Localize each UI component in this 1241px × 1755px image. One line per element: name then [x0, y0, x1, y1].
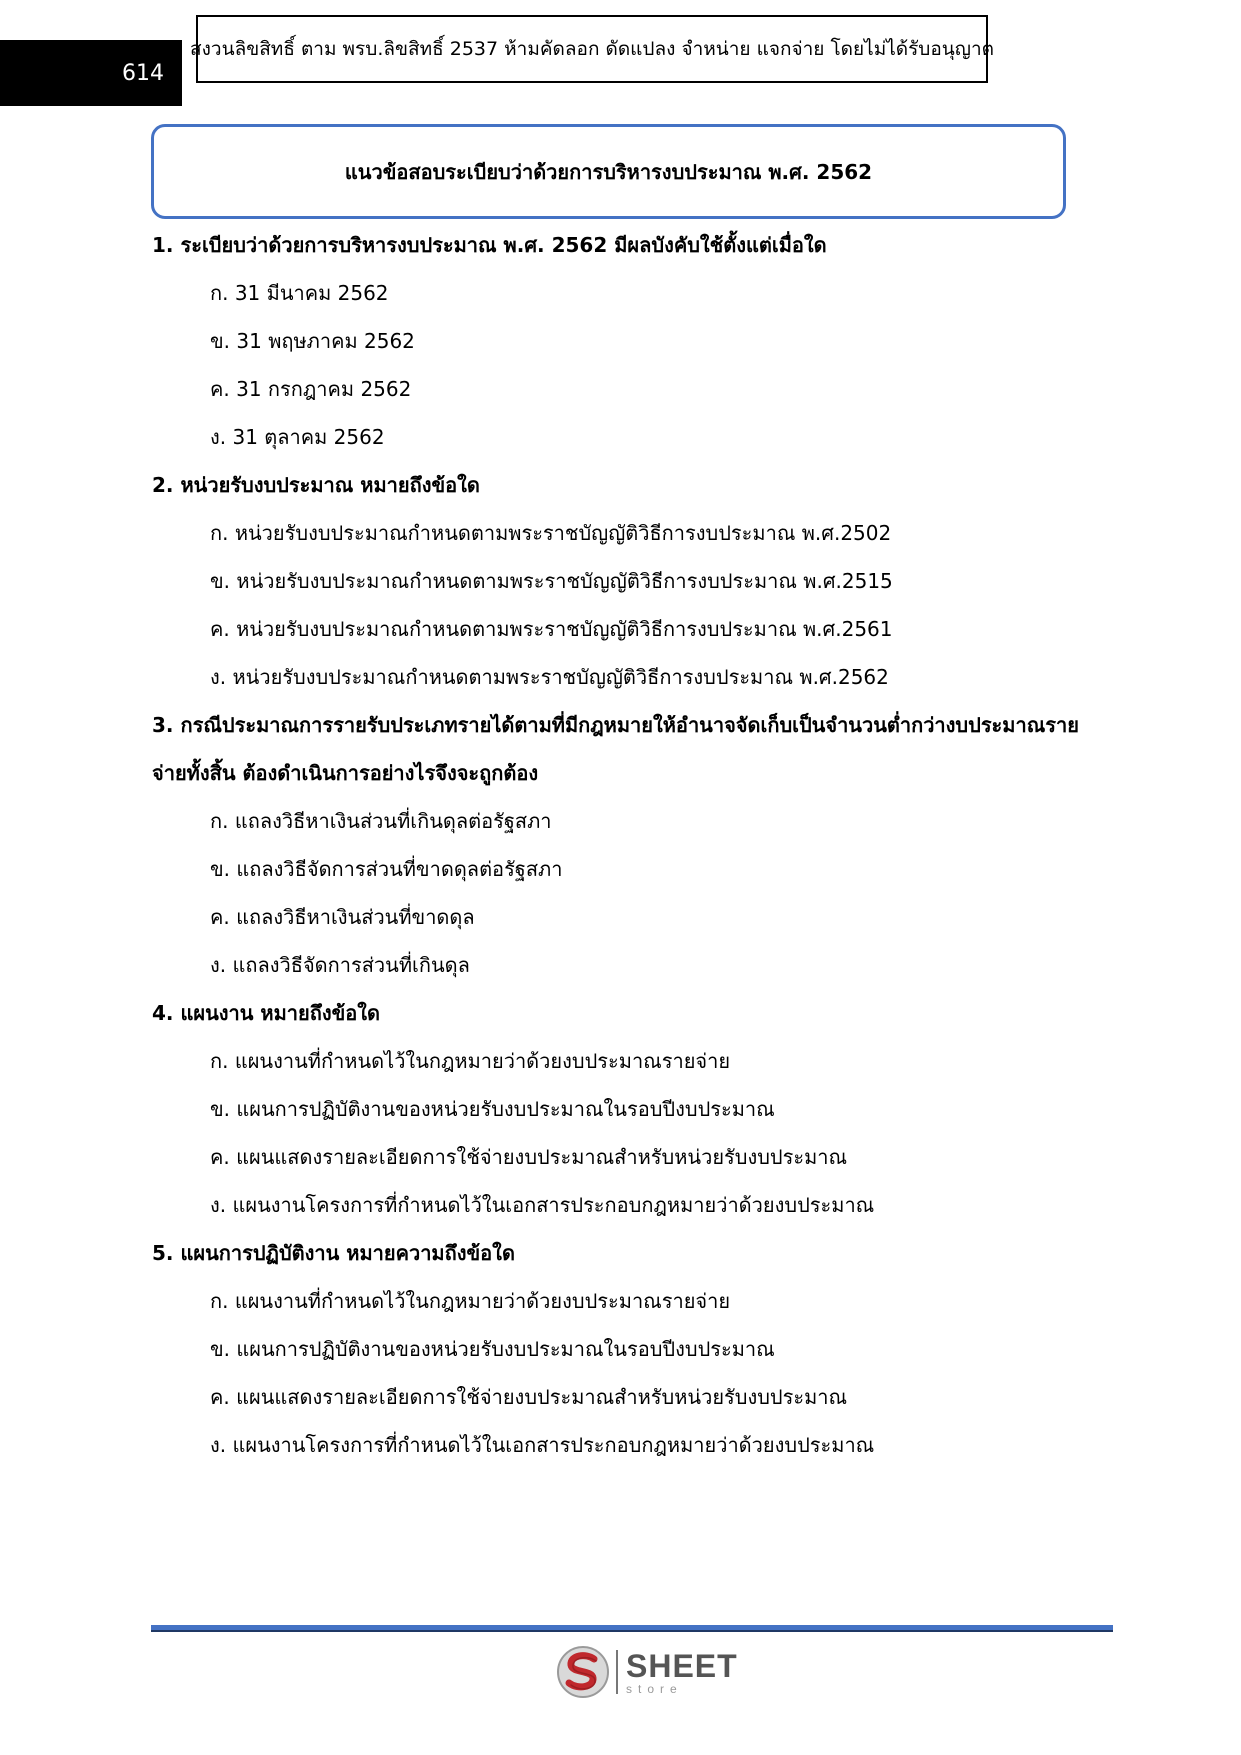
choice: ค. แถลงวิธีหาเงินส่วนที่ขาดดุล	[210, 905, 475, 929]
choice: ง. แถลงวิธีจัดการส่วนที่เกินดุล	[210, 953, 470, 977]
choice: ก. หน่วยรับงบประมาณกำหนดตามพระราชบัญญัติวิธีการงบประมาณ พ.ศ.2502	[210, 521, 892, 545]
choice: ก. แผนงานที่กำหนดไว้ในกฎหมายว่าด้วยงบประมาณรายจ่าย	[210, 1049, 731, 1073]
logo-divider	[616, 1650, 618, 1694]
choice: ข. แผนการปฏิบัติงานของหน่วยรับงบประมาณในรอบปีงบประมาณ	[210, 1337, 775, 1361]
choice: ค. 31 กรกฎาคม 2562	[210, 377, 412, 401]
title-box	[151, 124, 1066, 219]
choice: ค. แผนแสดงรายละเอียดการใช้จ่ายงบประมาณสำหรับหน่วยรับงบประมาณ	[210, 1385, 848, 1409]
question-4	[152, 989, 1102, 1229]
logo-brand: SHEET	[626, 1647, 738, 1684]
logo-text	[626, 1647, 738, 1696]
choice: ง. แผนงานโครงการที่กำหนดไว้ในเอกสารประกอบกฎหมายว่าด้วยงบประมาณ	[210, 1433, 875, 1457]
page-title: แนวข้อสอบระเบียบว่าด้วยการบริหารงบประมาณ พ.ศ. 2562	[344, 159, 873, 184]
page-number-tab	[0, 40, 182, 106]
choice: ก. 31 มีนาคม 2562	[210, 281, 389, 305]
question-text: 4. แผนงาน หมายถึงข้อใด	[152, 1001, 381, 1025]
choice: ค. แผนแสดงรายละเอียดการใช้จ่ายงบประมาณสำหรับหน่วยรับงบประมาณ	[210, 1145, 848, 1169]
question-list	[152, 221, 1102, 1469]
choice: ก. แผนงานที่กำหนดไว้ในกฎหมายว่าด้วยงบประมาณรายจ่าย	[210, 1289, 731, 1313]
choice: ข. หน่วยรับงบประมาณกำหนดตามพระราชบัญญัติวิธีการงบประมาณ พ.ศ.2515	[210, 569, 893, 593]
copyright-notice-box	[190, 15, 994, 83]
copyright-notice: สงวนลิขสิทธิ์ ตาม พรบ.ลิขสิทธิ์ 2537 ห้ามคัดลอก ดัดแปลง จำหน่าย แจกจ่าย โดยไม่ได้รับอนุญาต	[190, 38, 994, 60]
question-text: 3. กรณีประมาณการรายรับประเภทรายได้ตามที่มีกฎหมายให้อำนาจจัดเก็บเป็นจำนวนต่ำกว่างบประมาณรายจ่ายทั้งสิ้น ต้องดำเนินการอย่างไรจึงจะถูกต้อง	[152, 713, 1079, 785]
question-2	[152, 461, 1102, 701]
choice: ก. แถลงวิธีหาเงินส่วนที่เกินดุลต่อรัฐสภา	[210, 809, 552, 833]
question-text: 1. ระเบียบว่าด้วยการบริหารงบประมาณ พ.ศ. 2562 มีผลบังคับใช้ตั้งแต่เมื่อใด	[152, 233, 827, 257]
choice: ง. 31 ตุลาคม 2562	[210, 425, 385, 449]
logo-sub: store	[626, 1681, 683, 1696]
page-number: 614	[122, 60, 164, 86]
choice: ข. แถลงวิธีจัดการส่วนที่ขาดดุลต่อรัฐสภา	[210, 857, 563, 881]
question-3	[152, 701, 1102, 989]
question-5	[152, 1229, 1102, 1469]
question-text: 5. แผนการปฏิบัติงาน หมายความถึงข้อใด	[152, 1241, 515, 1265]
choice: ค. หน่วยรับงบประมาณกำหนดตามพระราชบัญญัติวิธีการงบประมาณ พ.ศ.2561	[210, 617, 893, 641]
choice: ข. แผนการปฏิบัติงานของหน่วยรับงบประมาณในรอบปีงบประมาณ	[210, 1097, 775, 1121]
choice: ข. 31 พฤษภาคม 2562	[210, 329, 415, 353]
sheet-store-s-logo-icon	[556, 1645, 610, 1699]
footer-divider	[151, 1625, 1113, 1632]
question-1	[152, 221, 1102, 461]
choice: ง. แผนงานโครงการที่กำหนดไว้ในเอกสารประกอบกฎหมายว่าด้วยงบประมาณ	[210, 1193, 875, 1217]
choice: ง. หน่วยรับงบประมาณกำหนดตามพระราชบัญญัติวิธีการงบประมาณ พ.ศ.2562	[210, 665, 889, 689]
sheet-store-logo	[556, 1644, 738, 1700]
question-text: 2. หน่วยรับงบประมาณ หมายถึงข้อใด	[152, 473, 480, 497]
